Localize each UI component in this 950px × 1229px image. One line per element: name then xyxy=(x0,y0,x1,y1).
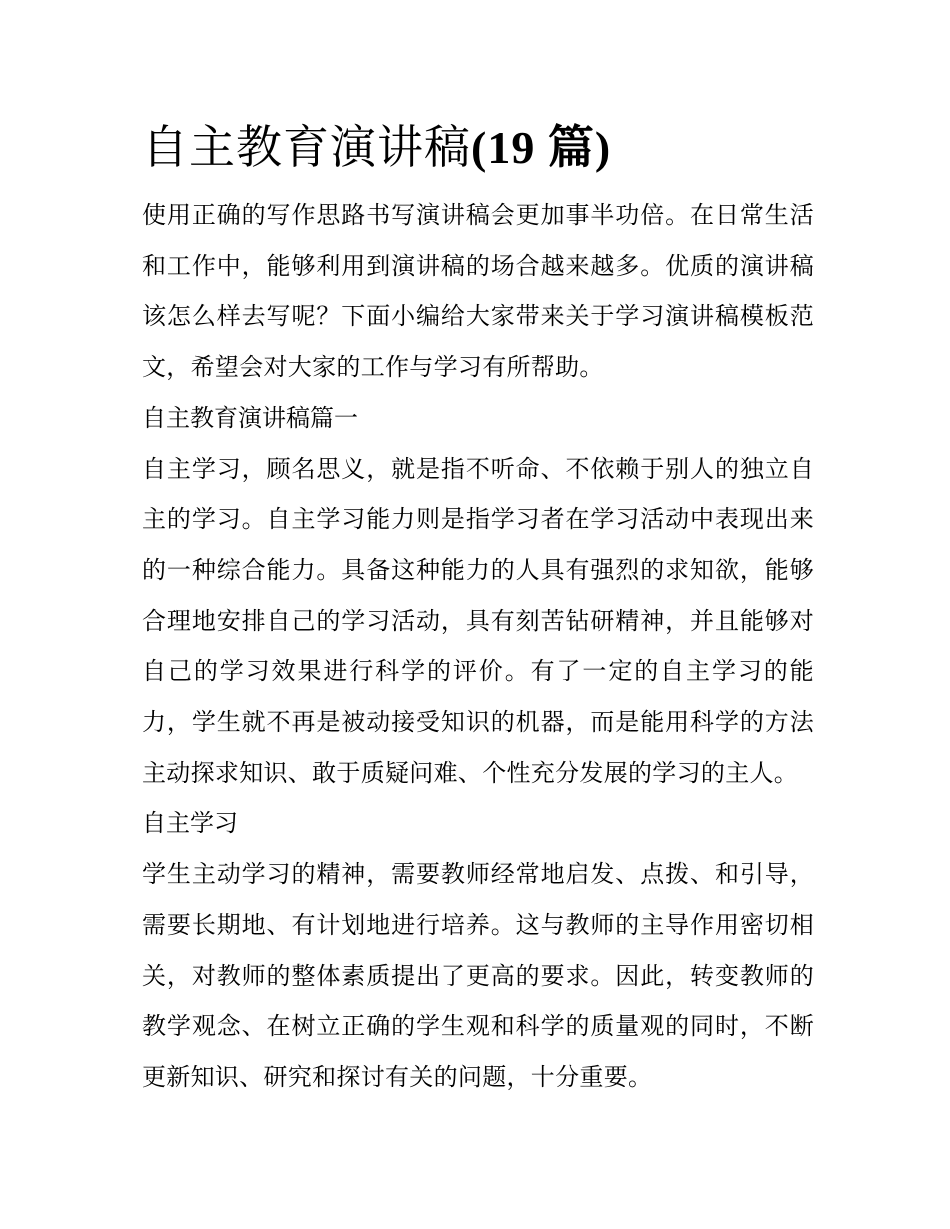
section-heading: 自主教育演讲稿篇一 xyxy=(142,403,358,432)
intro-paragraph: 使用正确的写作思路书写演讲稿会更加事半功倍。在日常生活和工作中，能够利用到演讲稿的场合越来越多。优质的演讲稿该怎么样去写呢？下面小编给大家带来关于学习演讲稿模板范文，希望会对大家的工作与学习有所帮助。 xyxy=(142,201,814,382)
title-text: 自主教育演讲稿 xyxy=(142,120,471,174)
document-page xyxy=(142,112,814,1103)
body-paragraph-2: 学生主动学习的精神，需要教师经常地启发、点拨、和引导，需要长期地、有计划地进行培养。这与教师的主导作用密切相关，对教师的整体素质提出了更高的要求。因此，转变教师的教学观念、在树立正确的学生观和科学的质量观的同时，不断更新知识、研究和探讨有关的问题，十分重要。 xyxy=(142,860,814,1091)
document-title xyxy=(142,112,814,183)
title-count: (19 篇) xyxy=(471,122,612,173)
subheading: 自主学习 xyxy=(142,809,238,838)
body-paragraph-1: 自主学习，顾名思义，就是指不听命、不依赖于别人的独立自主的学习。自主学习能力则是指学习者在学习活动中表现出来的一种综合能力。具备这种能力的人具有强烈的求知欲，能够合理地安排自己的学习活动，具有刻苦钻研精神，并且能够对自己的学习效果进行科学的评价。有了一定的自主学习的能力，学生就不再是被动接受知识的机器，而是能用科学的方法主动探求知识、敢于质疑问难、个性充分发展的学习的主人。 xyxy=(142,454,814,787)
